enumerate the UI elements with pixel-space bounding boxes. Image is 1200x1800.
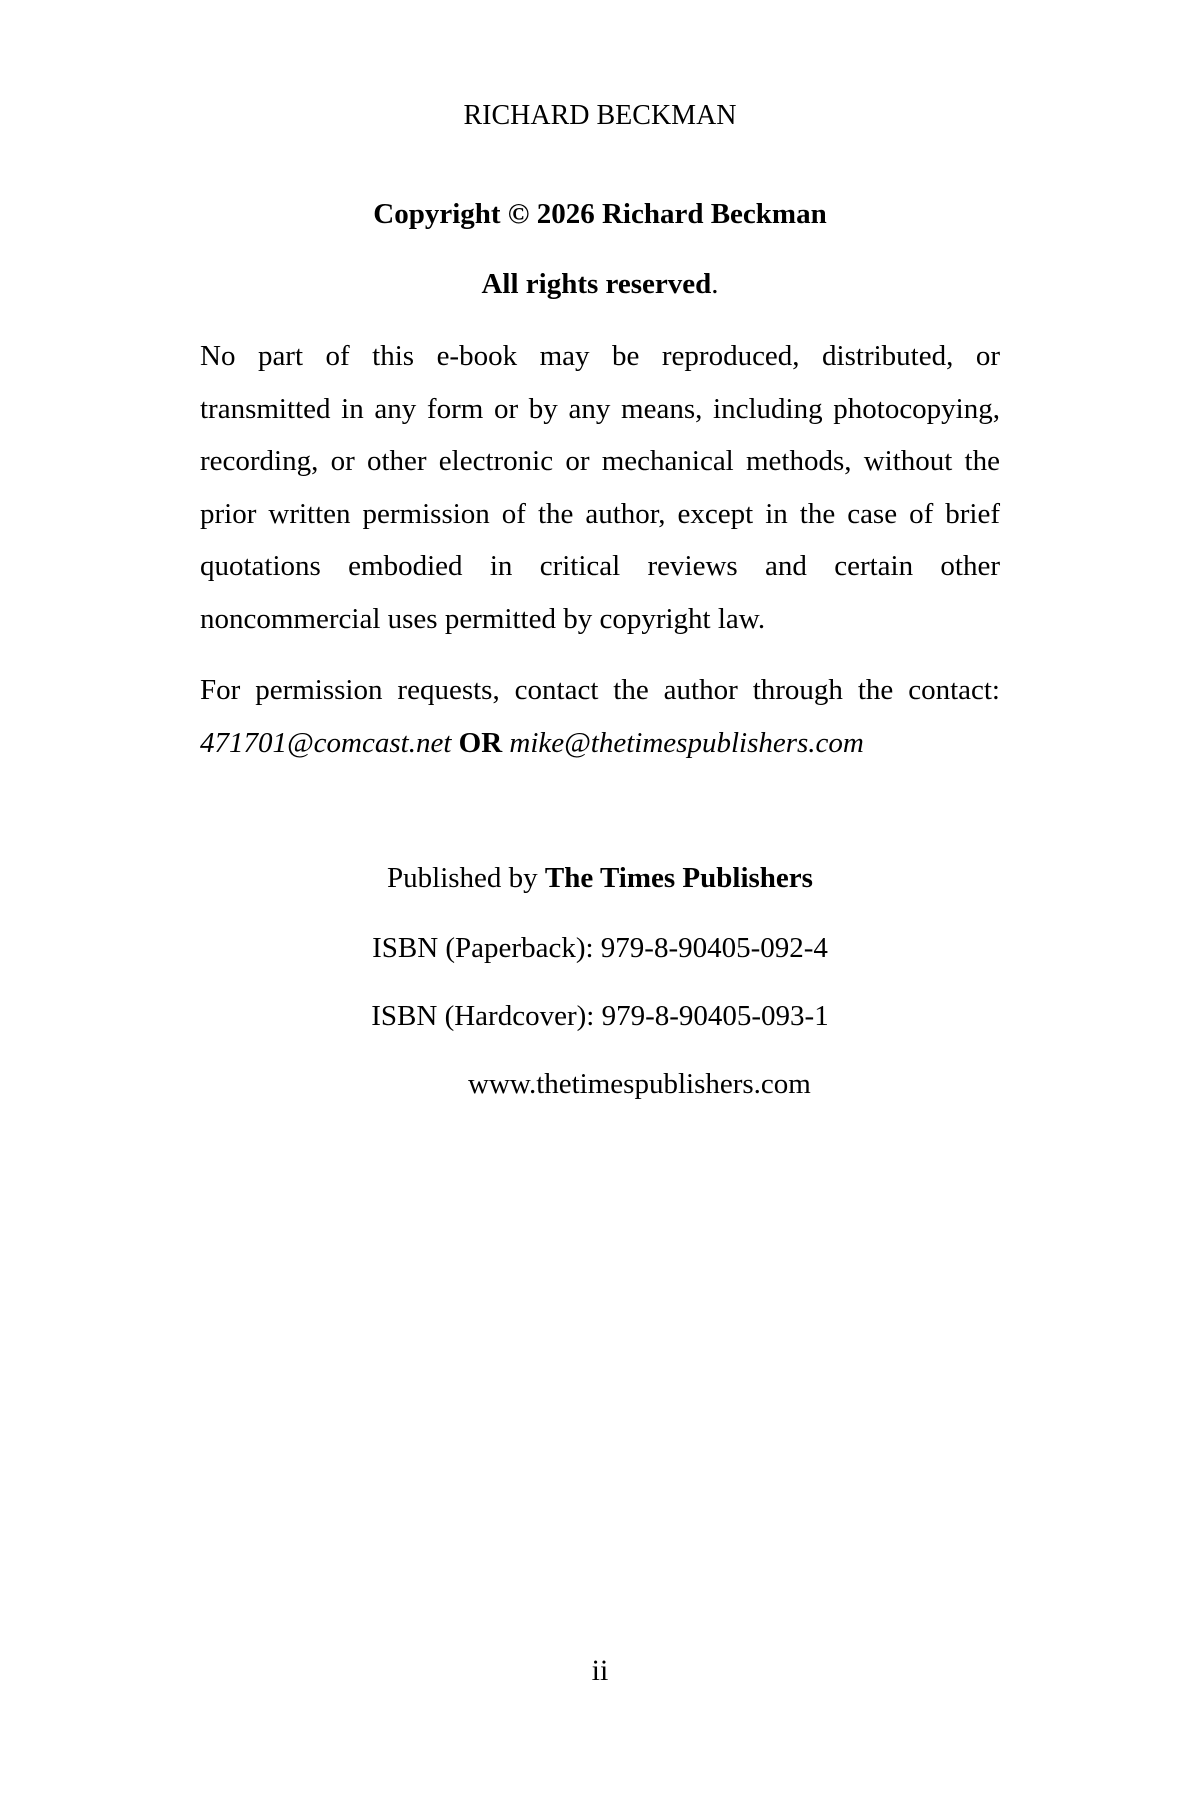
contact-email-1[interactable]: 471701@comcast.net: [200, 726, 452, 759]
contact-email-2[interactable]: mike@thetimespublishers.com: [509, 726, 864, 759]
copyright-statement: Copyright © 2026 Richard Beckman: [373, 198, 827, 230]
publisher-prefix: Published by: [387, 862, 538, 894]
publisher-line: [0, 862, 1200, 895]
permission-lead: For permission requests, contact the author through the contact:: [200, 674, 1000, 706]
rights-reserved-text: All rights reserved: [481, 268, 712, 300]
rights-reserved-line: [0, 268, 1200, 301]
contact-separator: OR: [458, 726, 503, 759]
running-head: RICHARD BECKMAN: [463, 100, 737, 131]
isbn-hardcover: ISBN (Hardcover): 979-8-90405-093-1: [371, 1000, 829, 1032]
rights-reserved-period: .: [711, 268, 719, 300]
publisher-website[interactable]: www.thetimespublishers.com: [468, 1068, 811, 1100]
permission-requests: [200, 664, 1000, 769]
page-number: ii: [591, 1654, 609, 1687]
isbn-paperback: ISBN (Paperback): 979-8-90405-092-4: [372, 932, 828, 964]
reproduction-notice: No part of this e-book may be reproduced, distributed, or transmitted in any form or by any means, including photocopying, recording, or other electronic or mechanical methods, without the prior written permission of the author, except in the case of brief quotations embodied in critical reviews and certain other noncommercial uses permitted by copyright law.: [200, 340, 1000, 635]
publisher-name: The Times Publishers: [544, 862, 813, 894]
